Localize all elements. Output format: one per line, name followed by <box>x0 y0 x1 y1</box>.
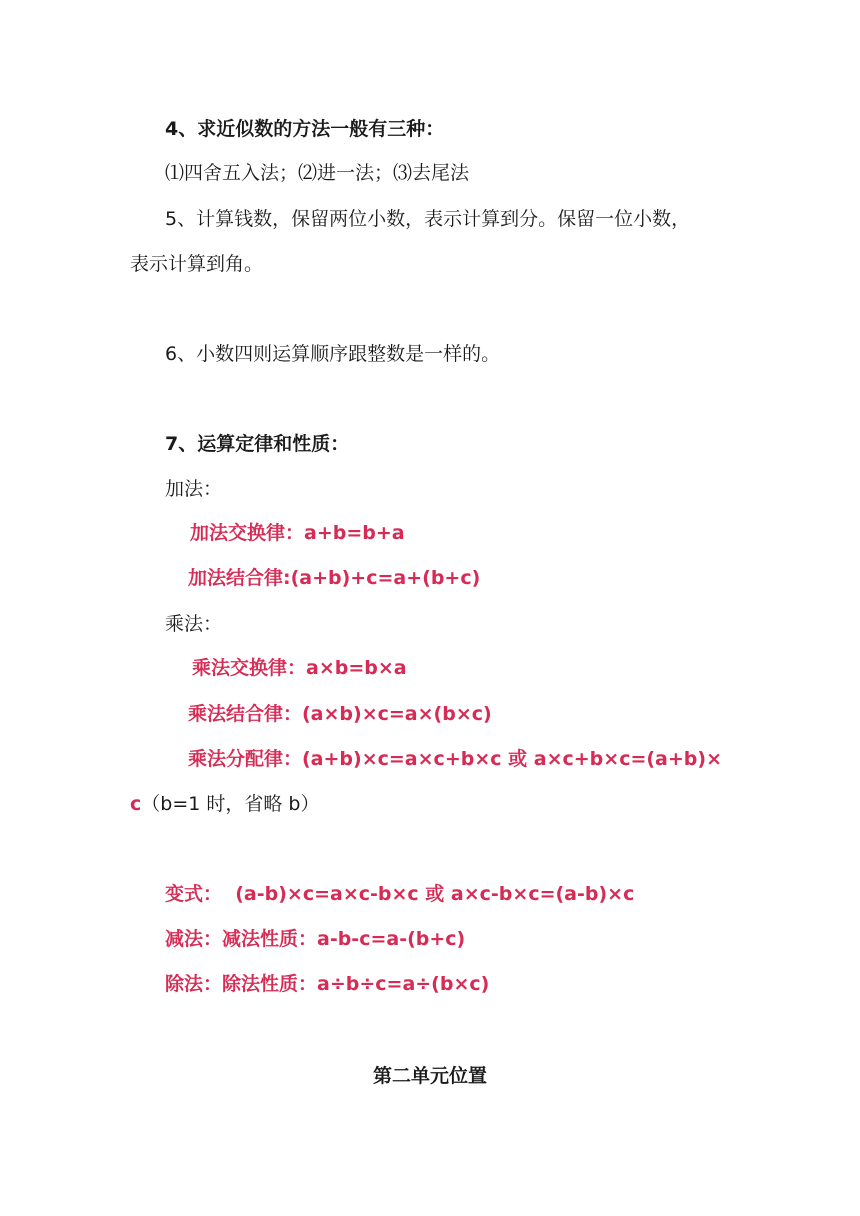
addition-associative-law: 加法结合律:(a+b)+c=a+(b+c) <box>188 567 481 589</box>
multiplication-label: 乘法： <box>165 613 223 635</box>
multiplication-associative-law: 乘法结合律：(a×b)×c=a×(b×c) <box>188 703 492 725</box>
section-4-methods: ⑴四舍五入法；⑵进一法；⑶去尾法 <box>165 162 470 184</box>
section-5-line-2: 表示计算到角。 <box>130 253 264 275</box>
section-6: 6、小数四则运算顺序跟整数是一样的。 <box>165 343 501 365</box>
variant-formula: 变式： (a-b)×c=a×c-b×c 或 a×c-b×c=(a-b)×c <box>165 883 635 905</box>
addition-label: 加法： <box>165 478 223 500</box>
multiplication-distributive-law: 乘法分配律：(a+b)×c=a×c+b×c 或 a×c+b×c=(a+b)× <box>188 748 723 770</box>
subtraction-property: 减法：减法性质：a-b-c=a-(b+c) <box>165 928 466 950</box>
multiplication-commutative-law: 乘法交换律：a×b=b×a <box>192 657 407 679</box>
division-property: 除法：除法性质：a÷b÷c=a÷(b×c) <box>165 973 490 995</box>
unit-2-title: 第二单元位置 <box>372 1065 487 1087</box>
section-7-heading: 7、运算定律和性质： <box>165 433 350 455</box>
addition-commutative-law: 加法交换律：a+b=b+a <box>190 522 405 544</box>
distributive-law-tail: c <box>130 793 142 815</box>
distributive-law-note: （b=1 时，省略 b） <box>141 793 320 815</box>
section-4-heading: 4、求近似数的方法一般有三种： <box>165 118 445 140</box>
section-5-line-1: 5、计算钱数，保留两位小数，表示计算到分。保留一位小数， <box>165 208 691 230</box>
distributive-law-continuation <box>130 792 319 816</box>
